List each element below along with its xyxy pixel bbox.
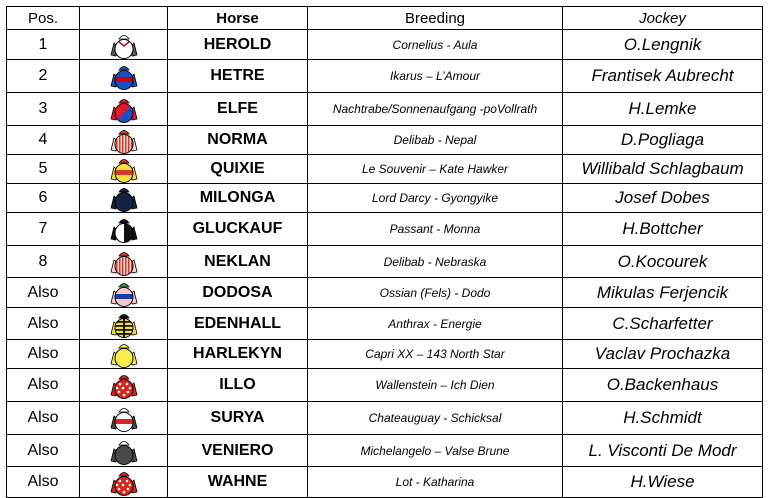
horse-name-cell: DODOSA xyxy=(168,278,308,308)
table-row xyxy=(7,435,763,467)
header-jockey: Jockey xyxy=(563,7,763,30)
horse-name-cell: ILLO xyxy=(168,369,308,402)
position-cell: Also xyxy=(7,402,80,435)
jockey-name-cell: H.Lemke xyxy=(563,93,763,126)
table-row xyxy=(7,30,763,60)
table-row xyxy=(7,184,763,213)
results-table xyxy=(6,6,763,498)
silks-cell xyxy=(80,213,168,246)
jockey-silks-icon xyxy=(109,437,139,465)
position-cell: Also xyxy=(7,467,80,498)
breeding-cell: Ikarus – L’Amour xyxy=(308,60,563,93)
position-cell: 8 xyxy=(7,246,80,278)
breeding-cell: Ossian (Fels) - Dodo xyxy=(308,278,563,308)
horse-name-cell: NEKLAN xyxy=(168,246,308,278)
silks-cell xyxy=(80,60,168,93)
header-breeding: Breeding xyxy=(308,7,563,30)
horse-name-cell: MILONGA xyxy=(168,184,308,213)
position-cell: Also xyxy=(7,340,80,369)
position-cell: 5 xyxy=(7,155,80,184)
horse-name-cell: HETRE xyxy=(168,60,308,93)
position-cell: 2 xyxy=(7,60,80,93)
table-row xyxy=(7,308,763,340)
jockey-name-cell: Willibald Schlagbaum xyxy=(563,155,763,184)
silks-cell xyxy=(80,246,168,278)
position-cell: Also xyxy=(7,435,80,467)
jockey-name-cell: C.Scharfetter xyxy=(563,308,763,340)
position-cell: 7 xyxy=(7,213,80,246)
position-cell: Also xyxy=(7,369,80,402)
position-cell: 3 xyxy=(7,93,80,126)
silks-cell xyxy=(80,126,168,155)
silks-cell xyxy=(80,369,168,402)
silks-cell xyxy=(80,278,168,308)
table-row xyxy=(7,213,763,246)
breeding-cell: Cornelius - Aula xyxy=(308,30,563,60)
position-cell: 1 xyxy=(7,30,80,60)
position-cell: Also xyxy=(7,308,80,340)
jockey-silks-icon xyxy=(109,404,139,432)
jockey-name-cell: H.Wiese xyxy=(563,467,763,498)
silks-cell xyxy=(80,184,168,213)
header-row xyxy=(7,7,763,30)
silks-cell xyxy=(80,155,168,184)
table-row xyxy=(7,278,763,308)
position-cell: Also xyxy=(7,278,80,308)
position-cell: 6 xyxy=(7,184,80,213)
header-silks xyxy=(80,7,168,30)
jockey-name-cell: Vaclav Prochazka xyxy=(563,340,763,369)
jockey-name-cell: O.Lengnik xyxy=(563,30,763,60)
jockey-silks-icon xyxy=(109,310,139,338)
breeding-cell: Delibab - Nebraska xyxy=(308,246,563,278)
breeding-cell: Lot - Katharina xyxy=(308,467,563,498)
jockey-silks-icon xyxy=(109,371,139,399)
horse-name-cell: ELFE xyxy=(168,93,308,126)
silks-cell xyxy=(80,93,168,126)
table-row xyxy=(7,340,763,369)
table-row xyxy=(7,93,763,126)
jockey-silks-icon xyxy=(109,95,139,123)
horse-name-cell: GLUCKAUF xyxy=(168,213,308,246)
jockey-silks-icon xyxy=(109,248,139,276)
jockey-silks-icon xyxy=(109,184,139,212)
jockey-name-cell: O.Backenhaus xyxy=(563,369,763,402)
jockey-name-cell: H.Bottcher xyxy=(563,213,763,246)
jockey-silks-icon xyxy=(109,126,139,154)
jockey-silks-icon xyxy=(109,468,139,496)
table-row xyxy=(7,369,763,402)
breeding-cell: Capri XX – 143 North Star xyxy=(308,340,563,369)
jockey-silks-icon xyxy=(109,340,139,368)
jockey-name-cell: Frantisek Aubrecht xyxy=(563,60,763,93)
table-row xyxy=(7,155,763,184)
silks-cell xyxy=(80,435,168,467)
jockey-name-cell: L. Visconti De Modr xyxy=(563,435,763,467)
position-cell: 4 xyxy=(7,126,80,155)
breeding-cell: Lord Darcy - Gyongyike xyxy=(308,184,563,213)
horse-name-cell: VENIERO xyxy=(168,435,308,467)
jockey-silks-icon xyxy=(109,215,139,243)
jockey-silks-icon xyxy=(109,279,139,307)
breeding-cell: Delibab - Nepal xyxy=(308,126,563,155)
horse-name-cell: HEROLD xyxy=(168,30,308,60)
breeding-cell: Michelangelo – Valse Brune xyxy=(308,435,563,467)
silks-cell xyxy=(80,30,168,60)
breeding-cell: Passant - Monna xyxy=(308,213,563,246)
jockey-name-cell: D.Pogliaga xyxy=(563,126,763,155)
table-row xyxy=(7,246,763,278)
breeding-cell: Le Souvenir – Kate Hawker xyxy=(308,155,563,184)
silks-cell xyxy=(80,308,168,340)
silks-cell xyxy=(80,402,168,435)
silks-cell xyxy=(80,340,168,369)
header-pos: Pos. xyxy=(7,7,80,30)
table-row xyxy=(7,60,763,93)
breeding-cell: Nachtrabe/Sonnenaufgang -poVollrath xyxy=(308,93,563,126)
jockey-name-cell: H.Schmidt xyxy=(563,402,763,435)
jockey-silks-icon xyxy=(109,62,139,90)
breeding-cell: Chateauguay - Schicksal xyxy=(308,402,563,435)
jockey-name-cell: Josef Dobes xyxy=(563,184,763,213)
horse-name-cell: EDENHALL xyxy=(168,308,308,340)
jockey-silks-icon xyxy=(109,155,139,183)
table-row xyxy=(7,402,763,435)
horse-name-cell: SURYA xyxy=(168,402,308,435)
header-horse: Horse xyxy=(168,7,308,30)
horse-name-cell: NORMA xyxy=(168,126,308,155)
jockey-name-cell: O.Kocourek xyxy=(563,246,763,278)
table-row xyxy=(7,126,763,155)
breeding-cell: Wallenstein – Ich Dien xyxy=(308,369,563,402)
horse-name-cell: WAHNE xyxy=(168,467,308,498)
jockey-silks-icon xyxy=(109,31,139,59)
horse-name-cell: QUIXIE xyxy=(168,155,308,184)
breeding-cell: Anthrax - Energie xyxy=(308,308,563,340)
jockey-name-cell: Mikulas Ferjencik xyxy=(563,278,763,308)
horse-name-cell: HARLEKYN xyxy=(168,340,308,369)
